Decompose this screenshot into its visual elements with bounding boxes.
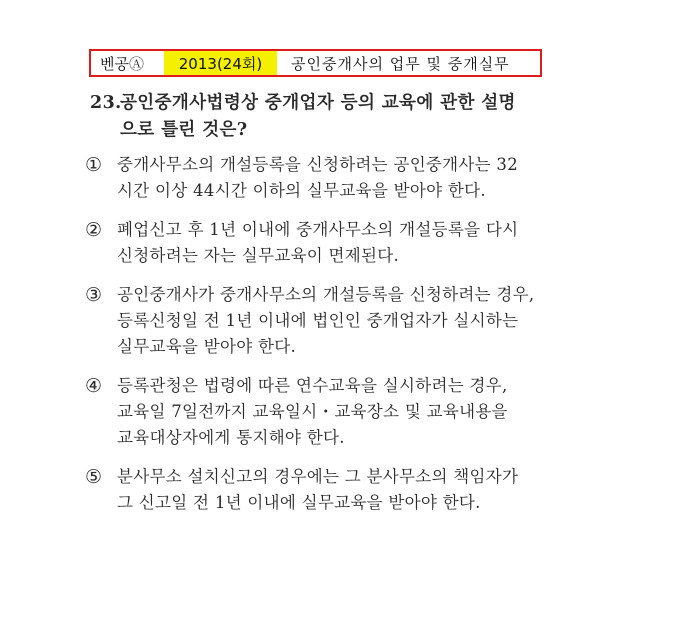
choice-line: 교육대상자에게 통지해야 한다. bbox=[117, 428, 345, 447]
choice-line: 공인중개사가 중개사무소의 개설등록을 신청하려는 경우, bbox=[117, 285, 535, 304]
subject-title: 공인중개사의 업무 및 중개실무 bbox=[291, 54, 510, 73]
choice-marker: ③ bbox=[85, 284, 103, 306]
exam-header bbox=[89, 49, 542, 77]
choice-line: 교육일 7일전까지 교육일시・교육장소 및 교육내용을 bbox=[117, 402, 508, 421]
choice-marker: ① bbox=[85, 154, 103, 176]
choice-line: 신청하려는 자는 실무교육이 면제된다. bbox=[117, 246, 400, 265]
choice-text bbox=[117, 373, 615, 451]
choice-line: 중개사무소의 개설등록을 신청하려는 공인중개사는 32 bbox=[117, 155, 519, 174]
choice-3 bbox=[85, 282, 615, 360]
question-text-1: 공인중개사법령상 중개업자 등의 교육에 관한 설명 bbox=[120, 93, 516, 113]
choice-text bbox=[117, 282, 615, 360]
choice-line: 등록관청은 법령에 따른 연수교육을 실시하려는 경우, bbox=[117, 376, 508, 395]
choice-1 bbox=[85, 152, 615, 204]
choice-line: 실무교육을 받아야 한다. bbox=[117, 337, 297, 356]
choice-line: 등록신청일 전 1년 이내에 법인인 중개업자가 실시하는 bbox=[117, 311, 519, 330]
choice-text bbox=[117, 217, 615, 269]
choice-marker: ② bbox=[85, 219, 103, 241]
choice-marker: ④ bbox=[85, 375, 103, 397]
exam-year-badge: 2013(24회) bbox=[164, 51, 277, 75]
choice-marker: ⑤ bbox=[85, 466, 103, 488]
question-text-2: 으로 틀린 것은? bbox=[120, 120, 248, 140]
brand-label: 벤공Ⓐ bbox=[100, 54, 144, 73]
question-number: 23. bbox=[90, 93, 122, 113]
choice-line: 폐업신고 후 1년 이내에 중개사무소의 개설등록을 다시 bbox=[117, 220, 519, 239]
question-stem bbox=[90, 90, 610, 144]
choice-line: 분사무소 설치신고의 경우에는 그 분사무소의 책임자가 bbox=[117, 467, 519, 486]
question-line-1 bbox=[90, 90, 610, 117]
choice-2 bbox=[85, 217, 615, 269]
choice-text bbox=[117, 152, 615, 204]
choice-4 bbox=[85, 373, 615, 451]
choice-line: 시간 이상 44시간 이하의 실무교육을 받아야 한다. bbox=[117, 181, 486, 200]
answer-choices bbox=[85, 152, 615, 529]
choice-5 bbox=[85, 464, 615, 516]
choice-line: 그 신고일 전 1년 이내에 실무교육을 받아야 한다. bbox=[117, 493, 481, 512]
choice-text bbox=[117, 464, 615, 516]
